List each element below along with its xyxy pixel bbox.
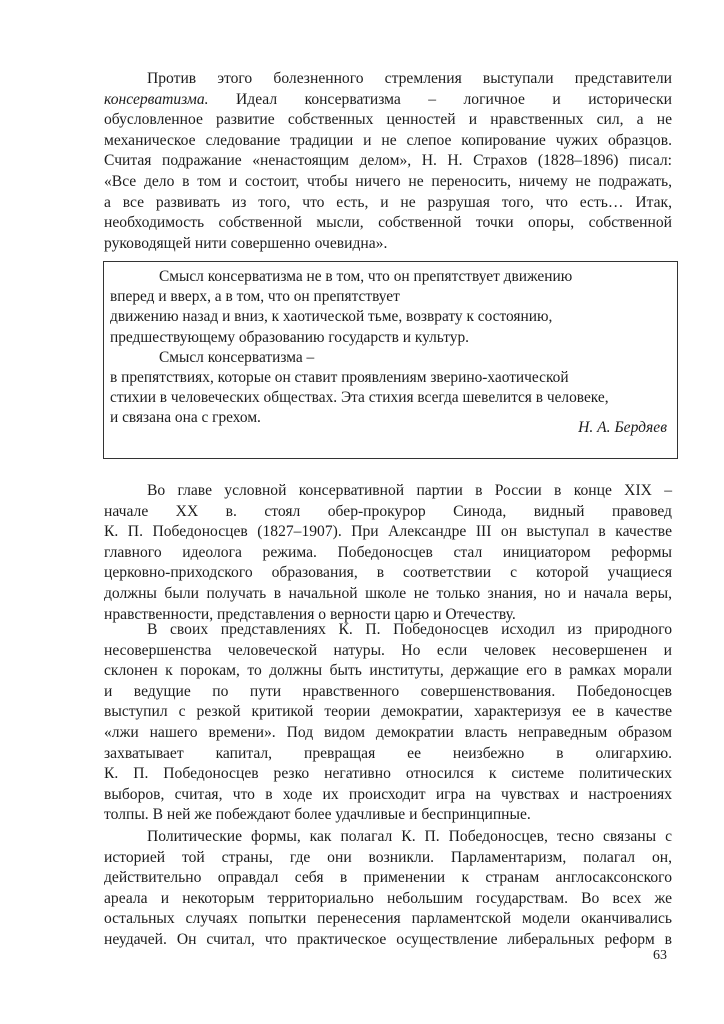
quote-author: Н. А. Бердяев	[578, 419, 667, 436]
quote-box	[103, 261, 678, 459]
quote-line: движению назад и вниз, к хаотической тьме, возврату к состоянию,	[110, 308, 553, 326]
text-line: и ведущие по пути нравственного совершенствования. Победоносцев	[104, 682, 672, 700]
text-line: выступил с резкой критикой теории демократии, характеризуя ее в качестве	[104, 703, 672, 721]
quote-line: Смысл консерватизма не в том, что он препятствует движению	[159, 268, 573, 285]
text-line: Считая подражание «ненастоящим делом», Н. Н. Страхов (1828–1896) писал:	[104, 152, 672, 170]
quote-line: вперед и вверх, а в том, что он препятствует	[110, 288, 400, 306]
text-line: историей той страны, где они возникли. Парламентаризм, полагал он,	[104, 848, 672, 866]
text-line: Во главе условной консервативной партии в России в конце XIX –	[147, 482, 672, 499]
text-line: руководящей нити совершенно очевидна».	[104, 234, 388, 252]
quote-line: Смысл консерватизма –	[159, 348, 315, 366]
text-line: должны были получать в начальной школе не только знания, но и начала веры,	[104, 584, 672, 602]
quote-line: предшествующему образованию государств и культур.	[110, 328, 469, 346]
quote-text	[110, 267, 670, 429]
text-line: остальных случаях попытки перенесения парламентской модели оканчивались	[104, 910, 672, 928]
paragraph-political-forms	[104, 827, 672, 951]
text-line: нравственности, представления о верности царю и Отечеству.	[104, 605, 516, 623]
text-line: консерватизма. Идеал консерватизма – логичное и исторически	[104, 90, 673, 108]
paragraph-pobedonostsev	[104, 481, 672, 625]
text-line: а все развивать из того, что есть, и не разрушая того, что есть… Итак,	[104, 193, 672, 211]
text-line: толпы. В ней же побеждают более удачливые и беспринципные.	[104, 806, 531, 824]
text-line: неудачей. Он считал, что практическое осуществление либеральных реформ в	[104, 930, 672, 948]
quote-line: и связана она с грехом.	[110, 409, 261, 427]
text-line: выборов, считая, что в ходе их происходит игра на чувствах и настроениях	[104, 785, 672, 803]
page-number: 63	[653, 948, 667, 963]
text-line: действительно оправдал себя в применении к странам англосаксонского	[104, 869, 672, 887]
quote-line: стихии в человеческих обществах. Эта стихия всегда шевелится в человеке,	[110, 389, 609, 407]
text-line: К. П. Победоносцев (1827–1907). При Александре III он выступал в качестве	[104, 523, 672, 541]
text-line: В своих представлениях К. П. Победоносцев исходил из природного	[147, 621, 672, 638]
quote-line: в препятствиях, которые он ставит проявлениям зверино-хаотической	[110, 368, 569, 386]
text-line: Против этого болезненного стремления выступали представители	[147, 70, 672, 87]
text-line: К. П. Победоносцев резко негативно относился к системе политических	[104, 765, 672, 783]
paragraph-conservatism-intro	[104, 69, 672, 254]
paragraph-human-nature	[104, 620, 672, 826]
italic-term: консерватизма.	[104, 90, 209, 108]
text-line: начале XX в. стоял обер-прокурор Синода, видный правовед	[104, 502, 672, 520]
text-line: «Все дело в том и состоит, чтобы ничего не переносить, ничему не подражать,	[104, 172, 672, 190]
text-line: несовершенства человеческой натуры. Но если человек несовершенен и	[104, 641, 672, 659]
text-line: ареала и некоторым территориально небольшим государствам. Во всех же	[104, 889, 672, 907]
text-line: склонен к порокам, то должны быть институты, держащие его в рамках морали	[104, 662, 672, 680]
text-line: механическое следование традиции и не слепое копирование чужих образцов.	[104, 131, 672, 149]
text-line: главного идеолога режима. Победоносцев стал инициатором реформы	[104, 543, 672, 561]
text-line: Политические формы, как полагал К. П. Победоносцев, тесно связаны с	[147, 828, 672, 845]
text-line: обусловленное развитие собственных ценностей и нравственных сил, а не	[104, 111, 672, 129]
text-line: «лжи нашего времени». Под видом демократии власть неправедным образом	[104, 723, 672, 741]
text-line: церковно-приходского образования, в соответствии с которой учащиеся	[104, 564, 672, 582]
text-line: необходимость собственной мысли, собственной точки опоры, собственной	[104, 214, 672, 232]
text-line: захватывает капитал, превращая ее неизбежно в олигархию.	[104, 744, 672, 762]
